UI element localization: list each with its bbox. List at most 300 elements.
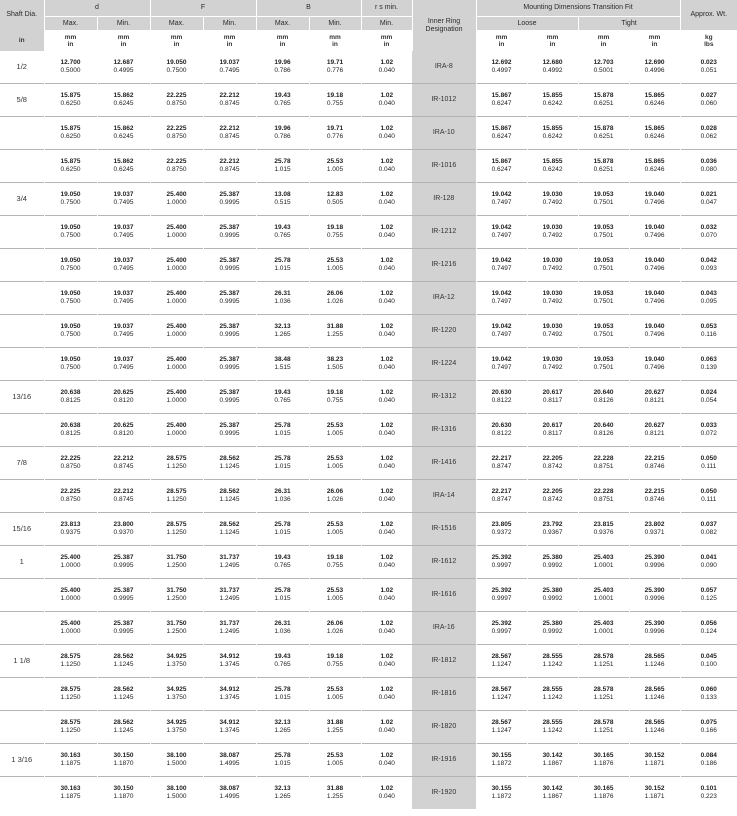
max-value-cell: 15.867 0.6247 — [476, 117, 527, 150]
min-value-cell: 19.040 0.7496 — [629, 282, 680, 315]
designation-cell: IR-1316 — [412, 414, 476, 447]
max-value-cell: 20.638 0.8125 — [44, 414, 97, 447]
max-value-cell: 23.805 0.9372 — [476, 513, 527, 546]
value-cell: 0.101 0.223 — [680, 777, 737, 810]
min-value-cell: 25.53 1.005 — [309, 447, 361, 480]
min-value-cell: 19.040 0.7496 — [629, 348, 680, 381]
max-value-cell: 25.78 1.015 — [256, 249, 309, 282]
min-value-cell: 15.855 0.6242 — [527, 84, 578, 117]
max-value-cell: 25.392 0.9997 — [476, 546, 527, 579]
min-value-cell: 25.387 0.9995 — [97, 546, 150, 579]
shaft-dia-cell: 1 3/16 — [0, 744, 44, 777]
table-row — [0, 348, 737, 381]
value-cell: 0.024 0.054 — [680, 381, 737, 414]
min-value-cell: 19.18 0.755 — [309, 216, 361, 249]
min-value-cell: 22.212 0.8745 — [97, 447, 150, 480]
min-value-cell: 23.800 0.9370 — [97, 513, 150, 546]
max-value-cell: 38.48 1.515 — [256, 348, 309, 381]
min-value-cell: 22.212 0.8745 — [203, 150, 256, 183]
table-row — [0, 480, 737, 513]
value-cell: 1.02 0.040 — [361, 282, 412, 315]
shaft-dia-cell — [0, 117, 44, 150]
min-value-cell: 15.855 0.6242 — [527, 117, 578, 150]
max-value-cell: 30.163 1.1875 — [44, 777, 97, 810]
max-value-cell: 23.813 0.9375 — [44, 513, 97, 546]
value-cell: 0.036 0.080 — [680, 150, 737, 183]
min-value-cell: 28.562 1.1245 — [97, 678, 150, 711]
designation-cell: IR-1816 — [412, 678, 476, 711]
header-loose: Loose — [476, 17, 578, 31]
shaft-dia-cell: 1 — [0, 546, 44, 579]
header-d-max: Max. — [44, 17, 97, 31]
max-value-cell: 26.31 1.036 — [256, 480, 309, 513]
designation-cell: IRA-10 — [412, 117, 476, 150]
unit-cell: mm in — [629, 30, 680, 51]
min-value-cell: 19.037 0.7495 — [97, 216, 150, 249]
max-value-cell: 28.567 1.1247 — [476, 645, 527, 678]
header-b-min: Min. — [309, 17, 361, 31]
table-row — [0, 744, 737, 777]
max-value-cell: 25.392 0.9997 — [476, 579, 527, 612]
value-cell: 1.02 0.040 — [361, 315, 412, 348]
shaft-dia-cell — [0, 678, 44, 711]
table-row — [0, 51, 737, 84]
shaft-dia-cell — [0, 777, 44, 810]
table-row — [0, 315, 737, 348]
min-value-cell: 22.212 0.8745 — [203, 84, 256, 117]
unit-cell: mm in — [44, 30, 97, 51]
header-b-max: Max. — [256, 17, 309, 31]
max-value-cell: 30.163 1.1875 — [44, 744, 97, 777]
min-value-cell: 25.387 0.9995 — [203, 414, 256, 447]
unit-shaft: in — [0, 30, 44, 51]
designation-cell: IR-1612 — [412, 546, 476, 579]
min-value-cell: 28.562 1.1245 — [203, 513, 256, 546]
value-cell: 0.027 0.060 — [680, 84, 737, 117]
max-value-cell: 34.925 1.3750 — [150, 678, 203, 711]
min-value-cell: 25.387 0.9995 — [203, 249, 256, 282]
min-value-cell: 25.53 1.005 — [309, 150, 361, 183]
min-value-cell: 25.387 0.9995 — [97, 579, 150, 612]
value-cell: 0.028 0.062 — [680, 117, 737, 150]
max-value-cell: 25.400 1.0000 — [150, 315, 203, 348]
min-value-cell: 19.040 0.7496 — [629, 249, 680, 282]
shaft-dia-cell — [0, 150, 44, 183]
max-value-cell: 32.13 1.265 — [256, 777, 309, 810]
min-value-cell: 28.555 1.1242 — [527, 711, 578, 744]
header-d: d — [44, 0, 150, 17]
max-value-cell: 28.575 1.1250 — [44, 678, 97, 711]
min-value-cell: 38.23 1.505 — [309, 348, 361, 381]
value-cell: 1.02 0.040 — [361, 777, 412, 810]
max-value-cell: 19.053 0.7501 — [578, 216, 629, 249]
designation-cell: IR-1220 — [412, 315, 476, 348]
max-value-cell: 26.31 1.036 — [256, 612, 309, 645]
min-value-cell: 19.040 0.7496 — [629, 216, 680, 249]
max-value-cell: 19.43 0.765 — [256, 645, 309, 678]
max-value-cell: 19.050 0.7500 — [44, 216, 97, 249]
max-value-cell: 22.225 0.8750 — [150, 117, 203, 150]
max-value-cell: 25.403 1.0001 — [578, 612, 629, 645]
max-value-cell: 19.050 0.7500 — [44, 282, 97, 315]
max-value-cell: 25.403 1.0001 — [578, 579, 629, 612]
header-mounting-dimensions: Mounting Dimensions Transition Fit — [476, 0, 680, 17]
min-value-cell: 28.562 1.1245 — [203, 447, 256, 480]
designation-cell: IR-1812 — [412, 645, 476, 678]
min-value-cell: 30.150 1.1870 — [97, 777, 150, 810]
unit-cell: mm in — [309, 30, 361, 51]
min-value-cell: 15.865 0.6246 — [629, 117, 680, 150]
min-value-cell: 30.150 1.1870 — [97, 744, 150, 777]
table-row — [0, 678, 737, 711]
designation-cell: IR-1916 — [412, 744, 476, 777]
designation-cell: IR-128 — [412, 183, 476, 216]
value-cell: 0.042 0.093 — [680, 249, 737, 282]
unit-weight: kg lbs — [680, 30, 737, 51]
max-value-cell: 25.400 1.0000 — [150, 282, 203, 315]
shaft-dia-cell — [0, 249, 44, 282]
max-value-cell: 12.692 0.4997 — [476, 51, 527, 84]
min-value-cell: 12.83 0.505 — [309, 183, 361, 216]
designation-cell: IRA-8 — [412, 51, 476, 84]
value-cell: 1.02 0.040 — [361, 744, 412, 777]
value-cell: 0.050 0.111 — [680, 480, 737, 513]
max-value-cell: 19.042 0.7497 — [476, 183, 527, 216]
min-value-cell: 26.06 1.026 — [309, 480, 361, 513]
max-value-cell: 22.217 0.8747 — [476, 447, 527, 480]
header-b: B — [256, 0, 361, 17]
max-value-cell: 25.400 1.0000 — [44, 579, 97, 612]
max-value-cell: 28.578 1.1251 — [578, 711, 629, 744]
shaft-dia-cell — [0, 282, 44, 315]
min-value-cell: 28.565 1.1246 — [629, 711, 680, 744]
shaft-dia-cell: 13/16 — [0, 381, 44, 414]
designation-cell: IR-1224 — [412, 348, 476, 381]
value-cell: 1.02 0.040 — [361, 51, 412, 84]
max-value-cell: 25.392 0.9997 — [476, 612, 527, 645]
min-value-cell: 19.037 0.7495 — [203, 51, 256, 84]
unit-cell: mm in — [97, 30, 150, 51]
table-row — [0, 84, 737, 117]
value-cell: 1.02 0.040 — [361, 645, 412, 678]
max-value-cell: 22.228 0.8751 — [578, 447, 629, 480]
max-value-cell: 19.43 0.765 — [256, 84, 309, 117]
min-value-cell: 25.387 0.9995 — [203, 315, 256, 348]
min-value-cell: 25.380 0.9992 — [527, 579, 578, 612]
value-cell: 1.02 0.040 — [361, 513, 412, 546]
value-cell: 1.02 0.040 — [361, 183, 412, 216]
max-value-cell: 25.78 1.015 — [256, 447, 309, 480]
value-cell: 0.045 0.100 — [680, 645, 737, 678]
min-value-cell: 12.690 0.4996 — [629, 51, 680, 84]
max-value-cell: 19.43 0.765 — [256, 381, 309, 414]
value-cell: 0.056 0.124 — [680, 612, 737, 645]
min-value-cell: 22.205 0.8742 — [527, 447, 578, 480]
max-value-cell: 19.053 0.7501 — [578, 282, 629, 315]
max-value-cell: 15.875 0.6250 — [44, 117, 97, 150]
max-value-cell: 15.878 0.6251 — [578, 84, 629, 117]
max-value-cell: 15.878 0.6251 — [578, 150, 629, 183]
min-value-cell: 15.862 0.6245 — [97, 150, 150, 183]
value-cell: 1.02 0.040 — [361, 216, 412, 249]
max-value-cell: 25.78 1.015 — [256, 744, 309, 777]
value-cell: 0.041 0.090 — [680, 546, 737, 579]
max-value-cell: 25.400 1.0000 — [150, 249, 203, 282]
min-value-cell: 34.912 1.3745 — [203, 678, 256, 711]
header-r-s-min: r s min. — [361, 0, 412, 17]
value-cell: 0.060 0.133 — [680, 678, 737, 711]
min-value-cell: 19.030 0.7492 — [527, 249, 578, 282]
value-cell: 1.02 0.040 — [361, 612, 412, 645]
max-value-cell: 31.750 1.2500 — [150, 579, 203, 612]
max-value-cell: 25.400 1.0000 — [44, 612, 97, 645]
max-value-cell: 28.575 1.1250 — [150, 447, 203, 480]
shaft-dia-cell: 1 1/8 — [0, 645, 44, 678]
max-value-cell: 15.875 0.6250 — [44, 150, 97, 183]
min-value-cell: 15.862 0.6245 — [97, 84, 150, 117]
max-value-cell: 19.050 0.7500 — [44, 183, 97, 216]
designation-cell: IR-1312 — [412, 381, 476, 414]
table-row — [0, 513, 737, 546]
min-value-cell: 23.792 0.9367 — [527, 513, 578, 546]
min-value-cell: 22.212 0.8745 — [97, 480, 150, 513]
max-value-cell: 28.567 1.1247 — [476, 678, 527, 711]
max-value-cell: 19.43 0.765 — [256, 546, 309, 579]
min-value-cell: 28.555 1.1242 — [527, 645, 578, 678]
min-value-cell: 25.53 1.005 — [309, 513, 361, 546]
min-value-cell: 19.037 0.7495 — [97, 348, 150, 381]
max-value-cell: 19.042 0.7497 — [476, 348, 527, 381]
max-value-cell: 19.43 0.765 — [256, 216, 309, 249]
value-cell: 1.02 0.040 — [361, 678, 412, 711]
shaft-dia-cell: 7/8 — [0, 447, 44, 480]
shaft-dia-cell — [0, 348, 44, 381]
min-value-cell: 19.030 0.7492 — [527, 183, 578, 216]
min-value-cell: 38.087 1.4995 — [203, 777, 256, 810]
header-approx-wt: Approx. Wt. — [680, 0, 737, 30]
unit-cell: mm in — [150, 30, 203, 51]
min-value-cell: 12.687 0.4995 — [97, 51, 150, 84]
value-cell: 1.02 0.040 — [361, 381, 412, 414]
min-value-cell: 28.562 1.1245 — [97, 645, 150, 678]
min-value-cell: 25.53 1.005 — [309, 579, 361, 612]
max-value-cell: 22.217 0.8747 — [476, 480, 527, 513]
min-value-cell: 20.617 0.8117 — [527, 414, 578, 447]
table-row — [0, 249, 737, 282]
max-value-cell: 22.225 0.8750 — [150, 84, 203, 117]
min-value-cell: 25.53 1.005 — [309, 249, 361, 282]
unit-cell: mm in — [256, 30, 309, 51]
shaft-dia-cell: 15/16 — [0, 513, 44, 546]
min-value-cell: 19.18 0.755 — [309, 645, 361, 678]
value-cell: 1.02 0.040 — [361, 447, 412, 480]
value-cell: 0.037 0.082 — [680, 513, 737, 546]
max-value-cell: 28.567 1.1247 — [476, 711, 527, 744]
max-value-cell: 28.575 1.1250 — [44, 645, 97, 678]
max-value-cell: 25.400 1.0000 — [150, 183, 203, 216]
table-row — [0, 183, 737, 216]
max-value-cell: 22.225 0.8750 — [44, 480, 97, 513]
table-row — [0, 579, 737, 612]
max-value-cell: 25.400 1.0000 — [44, 546, 97, 579]
table-row — [0, 414, 737, 447]
value-cell: 0.053 0.116 — [680, 315, 737, 348]
value-cell: 1.02 0.040 — [361, 150, 412, 183]
table-row — [0, 381, 737, 414]
designation-cell: IRA-12 — [412, 282, 476, 315]
min-value-cell: 15.865 0.6246 — [629, 150, 680, 183]
max-value-cell: 31.750 1.2500 — [150, 612, 203, 645]
min-value-cell: 22.215 0.8746 — [629, 447, 680, 480]
designation-cell: IR-1216 — [412, 249, 476, 282]
max-value-cell: 13.08 0.515 — [256, 183, 309, 216]
min-value-cell: 15.865 0.6246 — [629, 84, 680, 117]
max-value-cell: 32.13 1.265 — [256, 315, 309, 348]
header-inner-ring-designation: Inner Ring Designation — [412, 0, 476, 51]
designation-cell: IR-1820 — [412, 711, 476, 744]
max-value-cell: 28.578 1.1251 — [578, 645, 629, 678]
designation-cell: IR-1920 — [412, 777, 476, 810]
max-value-cell: 25.403 1.0001 — [578, 546, 629, 579]
table-row — [0, 546, 737, 579]
max-value-cell: 23.815 0.9376 — [578, 513, 629, 546]
min-value-cell: 23.802 0.9371 — [629, 513, 680, 546]
min-value-cell: 25.53 1.005 — [309, 414, 361, 447]
min-value-cell: 20.625 0.8120 — [97, 414, 150, 447]
max-value-cell: 12.700 0.5000 — [44, 51, 97, 84]
designation-cell: IRA-14 — [412, 480, 476, 513]
max-value-cell: 25.78 1.015 — [256, 513, 309, 546]
shaft-dia-cell — [0, 414, 44, 447]
max-value-cell: 34.925 1.3750 — [150, 711, 203, 744]
min-value-cell: 30.152 1.1871 — [629, 744, 680, 777]
max-value-cell: 22.228 0.8751 — [578, 480, 629, 513]
min-value-cell: 31.737 1.2495 — [203, 612, 256, 645]
max-value-cell: 25.78 1.015 — [256, 678, 309, 711]
min-value-cell: 25.387 0.9995 — [203, 381, 256, 414]
max-value-cell: 19.053 0.7501 — [578, 249, 629, 282]
shaft-dia-cell — [0, 216, 44, 249]
max-value-cell: 19.053 0.7501 — [578, 183, 629, 216]
value-cell: 0.084 0.186 — [680, 744, 737, 777]
min-value-cell: 22.215 0.8746 — [629, 480, 680, 513]
unit-cell: mm in — [527, 30, 578, 51]
table-row — [0, 777, 737, 810]
max-value-cell: 28.575 1.1250 — [150, 513, 203, 546]
min-value-cell: 30.142 1.1867 — [527, 744, 578, 777]
min-value-cell: 20.617 0.8117 — [527, 381, 578, 414]
min-value-cell: 19.037 0.7495 — [97, 249, 150, 282]
max-value-cell: 25.400 1.0000 — [150, 348, 203, 381]
min-value-cell: 30.142 1.1867 — [527, 777, 578, 810]
max-value-cell: 28.575 1.1250 — [44, 711, 97, 744]
min-value-cell: 19.037 0.7495 — [97, 315, 150, 348]
value-cell: 1.02 0.040 — [361, 579, 412, 612]
designation-cell: IR-1012 — [412, 84, 476, 117]
min-value-cell: 25.380 0.9992 — [527, 612, 578, 645]
value-cell: 1.02 0.040 — [361, 414, 412, 447]
value-cell: 0.023 0.051 — [680, 51, 737, 84]
max-value-cell: 15.867 0.6247 — [476, 150, 527, 183]
max-value-cell: 28.578 1.1251 — [578, 678, 629, 711]
max-value-cell: 25.78 1.015 — [256, 579, 309, 612]
table-row — [0, 117, 737, 150]
max-value-cell: 19.042 0.7497 — [476, 216, 527, 249]
min-value-cell: 25.387 0.9995 — [97, 612, 150, 645]
designation-cell: IR-1416 — [412, 447, 476, 480]
min-value-cell: 19.040 0.7496 — [629, 183, 680, 216]
max-value-cell: 25.78 1.015 — [256, 150, 309, 183]
value-cell: 1.02 0.040 — [361, 348, 412, 381]
designation-cell: IR-1616 — [412, 579, 476, 612]
min-value-cell: 31.737 1.2495 — [203, 546, 256, 579]
max-value-cell: 20.630 0.8122 — [476, 381, 527, 414]
min-value-cell: 34.912 1.3745 — [203, 711, 256, 744]
table-row — [0, 216, 737, 249]
max-value-cell: 15.875 0.6250 — [44, 84, 97, 117]
min-value-cell: 19.71 0.776 — [309, 117, 361, 150]
table-row — [0, 150, 737, 183]
min-value-cell: 30.152 1.1871 — [629, 777, 680, 810]
min-value-cell: 31.88 1.255 — [309, 711, 361, 744]
max-value-cell: 15.878 0.6251 — [578, 117, 629, 150]
max-value-cell: 30.165 1.1876 — [578, 777, 629, 810]
min-value-cell: 28.565 1.1246 — [629, 645, 680, 678]
max-value-cell: 19.050 0.7500 — [44, 348, 97, 381]
max-value-cell: 12.703 0.5001 — [578, 51, 629, 84]
max-value-cell: 19.050 0.7500 — [44, 315, 97, 348]
min-value-cell: 19.030 0.7492 — [527, 216, 578, 249]
min-value-cell: 15.862 0.6245 — [97, 117, 150, 150]
min-value-cell: 19.18 0.755 — [309, 84, 361, 117]
max-value-cell: 26.31 1.036 — [256, 282, 309, 315]
min-value-cell: 25.390 0.9996 — [629, 546, 680, 579]
min-value-cell: 19.037 0.7495 — [97, 282, 150, 315]
min-value-cell: 19.037 0.7495 — [97, 183, 150, 216]
max-value-cell: 30.165 1.1876 — [578, 744, 629, 777]
value-cell: 0.021 0.047 — [680, 183, 737, 216]
max-value-cell: 19.96 0.786 — [256, 51, 309, 84]
shaft-dia-cell: 1/2 — [16, 62, 27, 71]
min-value-cell: 20.627 0.8121 — [629, 381, 680, 414]
unit-cell: mm in — [361, 30, 412, 51]
min-value-cell: 34.912 1.3745 — [203, 645, 256, 678]
header-f-min: Min. — [203, 17, 256, 31]
max-value-cell: 22.225 0.8750 — [150, 150, 203, 183]
min-value-cell: 28.565 1.1246 — [629, 678, 680, 711]
min-value-cell: 22.212 0.8745 — [203, 117, 256, 150]
header-r-min: Min. — [361, 17, 412, 31]
min-value-cell: 26.06 1.026 — [309, 612, 361, 645]
value-cell: 1.02 0.040 — [361, 480, 412, 513]
table-row — [0, 645, 737, 678]
min-value-cell: 28.562 1.1245 — [97, 711, 150, 744]
max-value-cell: 19.96 0.786 — [256, 117, 309, 150]
max-value-cell: 38.100 1.5000 — [150, 744, 203, 777]
min-value-cell: 38.087 1.4995 — [203, 744, 256, 777]
table-row — [0, 711, 737, 744]
shaft-dia-cell: 3/4 — [0, 183, 44, 216]
min-value-cell: 22.205 0.8742 — [527, 480, 578, 513]
unit-cell: mm in — [476, 30, 527, 51]
designation-cell: IR-1016 — [412, 150, 476, 183]
min-value-cell: 19.040 0.7496 — [629, 315, 680, 348]
min-value-cell: 19.18 0.755 — [309, 546, 361, 579]
value-cell: 1.02 0.040 — [361, 249, 412, 282]
max-value-cell: 19.042 0.7497 — [476, 282, 527, 315]
header-d-min: Min. — [97, 17, 150, 31]
shaft-dia-cell — [0, 612, 44, 645]
